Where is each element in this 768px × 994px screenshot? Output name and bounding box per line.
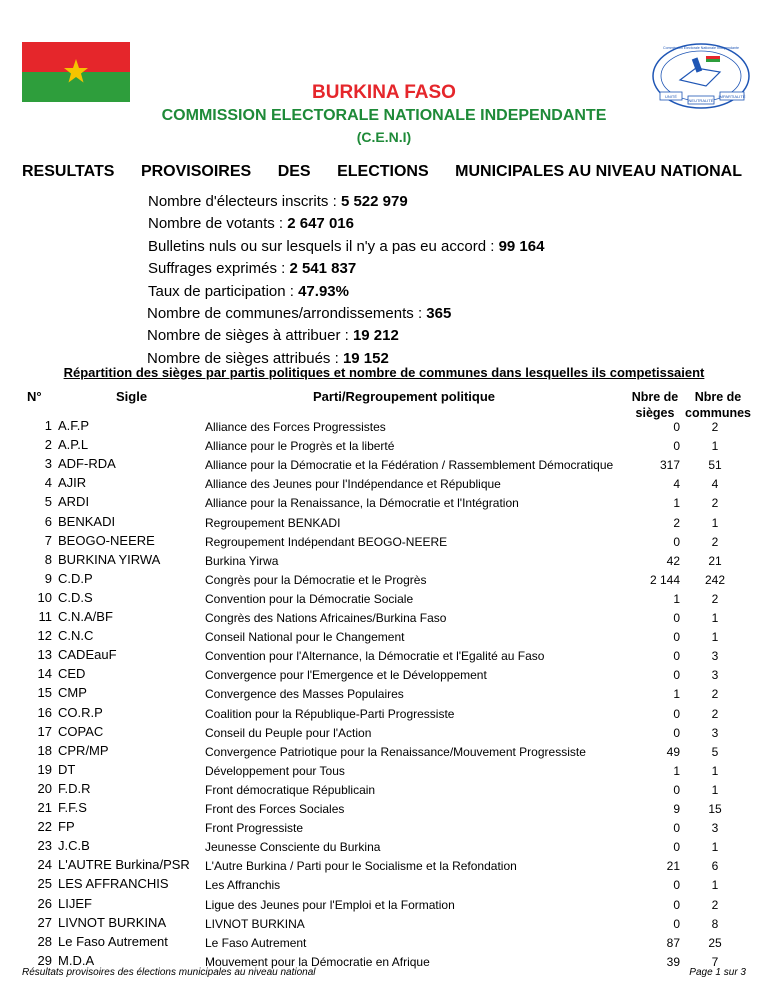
table-row <box>0 800 768 819</box>
row-sieges: 0 <box>673 878 680 893</box>
row-number: 6 <box>44 513 52 529</box>
table-row <box>0 647 768 666</box>
row-sieges: 0 <box>673 897 680 912</box>
row-sieges: 0 <box>673 611 680 625</box>
table-row <box>0 762 768 781</box>
row-number: 16 <box>37 704 52 720</box>
row-number: 3 <box>44 456 52 472</box>
row-sieges: 0 <box>673 420 680 434</box>
row-parti: Regroupement BENKADI <box>205 515 341 530</box>
row-sigle: CPR/MP <box>58 742 109 758</box>
row-sieges: 0 <box>673 706 680 721</box>
row-communes: 21 <box>708 553 722 568</box>
row-sigle: CADEauF <box>58 647 117 663</box>
column-header-communes: Nbre de communes <box>685 390 751 420</box>
commission-acronym: (C.E.N.I) <box>356 129 412 145</box>
row-parti: Mouvement pour la Démocratie en Afrique <box>205 954 430 969</box>
row-sieges: 0 <box>673 725 680 740</box>
table-row <box>0 724 768 743</box>
summary-stats <box>148 191 544 370</box>
table-row <box>0 609 768 628</box>
table-row <box>0 705 768 724</box>
row-number: 9 <box>44 570 52 586</box>
row-number: 7 <box>44 532 52 548</box>
row-communes: 3 <box>711 821 719 836</box>
title-word: MUNICIPALES AU NIVEAU NATIONAL <box>455 163 742 180</box>
table-row <box>0 934 768 953</box>
table-row <box>0 666 768 685</box>
row-number: 24 <box>37 857 52 873</box>
row-sigle: C.N.A/BF <box>58 609 113 624</box>
row-parti: Front des Forces Sociales <box>205 802 345 816</box>
row-sigle: CED <box>58 666 86 682</box>
row-sigle: L'AUTRE Burkina/PSR <box>58 857 190 873</box>
row-number: 28 <box>37 933 52 949</box>
row-communes: 3 <box>711 725 719 740</box>
row-parti: Alliance pour le Progrès et la liberté <box>205 439 395 454</box>
table-row <box>0 533 768 552</box>
column-header-sieges: Nbre de sièges <box>631 390 679 420</box>
row-communes: 1 <box>711 611 719 625</box>
row-number: 15 <box>37 685 52 701</box>
row-sieges: 9 <box>673 802 680 816</box>
row-sigle: CMP <box>58 685 87 701</box>
row-number: 1 <box>44 418 52 433</box>
row-parti: Ligue des Jeunes pour l'Emploi et la Formation <box>205 897 455 912</box>
row-sigle: AJIR <box>58 475 87 491</box>
row-parti: Coalition pour la République-Parti Progressiste <box>205 706 455 721</box>
row-sigle: J.C.B <box>58 838 90 854</box>
row-number: 29 <box>37 952 52 968</box>
document-title <box>22 163 742 181</box>
row-number: 20 <box>37 780 52 796</box>
page-number: Page 1 sur 3 <box>689 967 746 978</box>
table-row <box>0 418 768 437</box>
row-parti: Congrès des Nations Africaines/Burkina Faso <box>205 611 447 625</box>
table-row <box>0 896 768 915</box>
row-sigle: ADF-RDA <box>58 456 116 472</box>
row-communes: 1 <box>711 515 719 530</box>
row-communes: 51 <box>708 458 722 473</box>
row-sieges: 87 <box>666 935 680 950</box>
row-communes: 1 <box>711 763 719 778</box>
row-parti: Jeunesse Consciente du Burkina <box>205 840 381 855</box>
row-parti: Alliance pour la Démocratie et la Fédération / Rassemblement Démocratique <box>205 458 614 473</box>
row-parti: Alliance des Forces Progressistes <box>205 420 386 434</box>
row-sieges: 1 <box>673 687 680 702</box>
row-number: 12 <box>37 628 52 644</box>
table-row <box>0 475 768 494</box>
row-sigle: C.D.P <box>58 570 93 586</box>
row-communes: 1 <box>711 630 719 645</box>
row-sigle: ARDI <box>58 494 90 510</box>
table-row <box>0 456 768 475</box>
row-sigle: FP <box>58 819 75 835</box>
row-parti: Les Affranchis <box>205 878 281 893</box>
row-sieges: 1 <box>673 763 680 778</box>
row-sieges: 0 <box>673 668 680 683</box>
row-number: 2 <box>44 437 52 453</box>
row-sigle: COPAC <box>58 723 104 739</box>
table-row <box>0 437 768 456</box>
row-sigle: CO.R.P <box>58 704 103 720</box>
row-sieges: 317 <box>659 458 680 473</box>
row-sieges: 0 <box>673 630 680 645</box>
row-sigle: C.D.S <box>58 589 93 605</box>
row-number: 13 <box>37 647 52 663</box>
row-communes: 6 <box>711 859 719 874</box>
row-sieges: 2 <box>673 515 680 530</box>
row-communes: 2 <box>711 706 719 721</box>
row-communes: 3 <box>711 649 719 664</box>
row-parti: Convergence Patriotique pour la Renaissance/Mouvement Progressiste <box>205 744 586 759</box>
row-number: 8 <box>44 551 52 567</box>
table-row <box>0 915 768 934</box>
row-sieges: 42 <box>666 553 680 568</box>
table-row <box>0 685 768 704</box>
row-sigle: LIJEF <box>58 895 92 911</box>
row-number: 18 <box>37 742 52 758</box>
row-sigle: A.F.P <box>58 418 90 433</box>
logo-badge-impartialite: IMPARTIALITÉ <box>718 94 746 99</box>
row-sigle: BENKADI <box>58 513 116 529</box>
table-row <box>0 590 768 609</box>
row-communes: 5 <box>711 744 719 759</box>
table-row <box>0 494 768 513</box>
stat-sieges-a-attribuer: Nombre de sièges à attribuer : 19 212 <box>147 327 399 345</box>
row-sieges: 4 <box>673 477 680 492</box>
row-communes: 8 <box>711 916 719 931</box>
row-number: 22 <box>37 819 52 835</box>
row-parti: Convergence pour l'Emergence et le Développement <box>205 668 487 683</box>
row-number: 26 <box>37 895 52 911</box>
table-row <box>0 514 768 533</box>
row-sieges: 2 144 <box>649 572 680 587</box>
section-title: Répartition des sièges par partis politiques et nombre de communes dans lesquelles ils competissaient <box>63 365 705 380</box>
title-word: ELECTIONS <box>337 163 429 180</box>
title-word: RESULTATS <box>22 163 115 180</box>
row-sigle: Le Faso Autrement <box>58 933 168 949</box>
row-parti: Développement pour Tous <box>205 763 345 778</box>
logo-top-text: Commission Electorale Nationale Indépendante <box>663 46 739 50</box>
row-sigle: F.D.R <box>58 780 91 796</box>
stat-communes: Nombre de communes/arrondissements : 365 <box>147 304 452 322</box>
row-communes: 242 <box>704 572 726 587</box>
row-parti: Convention pour la Démocratie Sociale <box>205 591 414 606</box>
row-parti: LIVNOT BURKINA <box>205 916 305 931</box>
column-header-parti: Parti/Regroupement politique <box>313 389 496 404</box>
row-number: 21 <box>37 800 52 815</box>
footer-caption: Résultats provisoires des élections municipales au niveau national <box>22 967 316 978</box>
row-parti: Conseil du Peuple pour l'Action <box>205 725 372 740</box>
row-sieges: 21 <box>666 859 680 874</box>
row-sigle: BEOGO-NEERE <box>58 532 155 548</box>
table-row <box>0 781 768 800</box>
row-sieges: 1 <box>673 496 680 511</box>
row-parti: Convention pour l'Alternance, la Démocratie et l'Egalité au Faso <box>205 649 545 664</box>
row-parti: Front démocratique Républicain <box>205 782 376 797</box>
row-communes: 3 <box>711 668 719 683</box>
row-sieges: 0 <box>673 534 680 549</box>
row-number: 27 <box>37 914 52 930</box>
row-communes: 2 <box>711 534 719 549</box>
row-number: 17 <box>37 723 52 739</box>
row-sigle: C.N.C <box>58 628 94 644</box>
row-number: 4 <box>44 475 52 491</box>
row-number: 25 <box>37 876 52 892</box>
stat-taux-participation: Taux de participation : 47.93% <box>148 282 349 300</box>
commission-title: COMMISSION ELECTORALE NATIONALE INDEPENDANTE <box>161 107 607 124</box>
row-communes: 2 <box>711 496 719 511</box>
row-communes: 2 <box>711 591 719 606</box>
row-parti: Regroupement Indépendant BEOGO-NEERE <box>205 534 448 549</box>
table-row <box>0 628 768 647</box>
row-parti: Alliance pour la Renaissance, la Démocratie et l'Intégration <box>205 496 519 511</box>
column-header-sigle: Sigle <box>116 389 148 404</box>
flag-star-icon <box>63 58 89 84</box>
column-header-num: N° <box>27 389 42 404</box>
row-sieges: 0 <box>673 821 680 836</box>
row-number: 5 <box>44 494 52 510</box>
row-parti: Convergence des Masses Populaires <box>205 687 404 702</box>
stat-suffrages-exprimes: Suffrages exprimés : 2 541 837 <box>148 260 357 278</box>
table-row <box>0 857 768 876</box>
row-sieges: 0 <box>673 782 680 797</box>
row-communes: 2 <box>711 687 719 702</box>
row-communes: 1 <box>711 878 719 893</box>
row-parti: Le Faso Autrement <box>205 935 307 950</box>
table-row <box>0 552 768 571</box>
row-sigle: LIVNOT BURKINA <box>58 914 167 930</box>
stat-sieges-attribues: Nombre de sièges attribués : 19 152 <box>147 349 389 367</box>
row-sieges: 0 <box>673 916 680 931</box>
row-sieges: 0 <box>673 649 680 664</box>
table-row <box>0 571 768 590</box>
row-number: 11 <box>38 609 52 624</box>
row-sigle: LES AFFRANCHIS <box>58 876 169 892</box>
row-sieges: 0 <box>673 840 680 855</box>
row-parti: Congrès pour la Démocratie et le Progrès <box>205 572 427 587</box>
row-communes: 4 <box>711 477 719 492</box>
row-communes: 1 <box>711 439 719 454</box>
row-sigle: DT <box>58 761 76 777</box>
row-sieges: 49 <box>666 744 680 759</box>
row-sigle: F.F.S <box>58 800 87 815</box>
logo-badge-neutralite: NEUTRALITÉ <box>688 98 714 103</box>
row-number: 19 <box>37 761 52 777</box>
row-number: 10 <box>37 589 52 605</box>
logo-badge-unite: UNITÉ <box>665 94 677 99</box>
row-sieges: 0 <box>673 439 680 454</box>
stat-bulletins-nuls: Bulletins nuls ou sur lesquels il n'y a pas eu accord : 99 164 <box>148 237 545 255</box>
row-communes: 2 <box>711 420 719 434</box>
row-sigle: M.D.A <box>58 952 95 968</box>
table-row <box>0 838 768 857</box>
table-row <box>0 876 768 895</box>
row-parti: Burkina Yirwa <box>205 553 279 568</box>
row-communes: 2 <box>711 897 719 912</box>
row-sigle: BURKINA YIRWA <box>58 551 161 567</box>
title-word: PROVISOIRES <box>140 163 252 180</box>
stat-inscrits: Nombre d'électeurs inscrits : 5 522 979 <box>148 193 408 210</box>
row-communes: 7 <box>711 954 719 969</box>
row-parti: Conseil National pour le Changement <box>205 630 405 645</box>
row-sieges: 1 <box>673 591 680 606</box>
row-sieges: 39 <box>666 954 680 969</box>
row-parti: L'Autre Burkina / Parti pour le Socialisme et la Refondation <box>205 859 517 874</box>
row-communes: 1 <box>711 782 719 797</box>
table-row <box>0 819 768 838</box>
row-sigle: A.P.L <box>58 437 89 453</box>
title-word: DES <box>277 163 311 180</box>
row-communes: 25 <box>708 935 722 950</box>
row-number: 23 <box>37 838 52 854</box>
row-communes: 1 <box>711 840 719 855</box>
row-parti: Alliance des Jeunes pour l'Indépendance et République <box>205 477 501 492</box>
country-title: BURKINA FASO <box>312 82 456 103</box>
row-communes: 15 <box>708 802 722 816</box>
table-row <box>0 743 768 762</box>
row-parti: Front Progressiste <box>205 821 304 836</box>
row-number: 14 <box>37 666 52 682</box>
stat-votants: Nombre de votants : 2 647 016 <box>148 215 354 233</box>
